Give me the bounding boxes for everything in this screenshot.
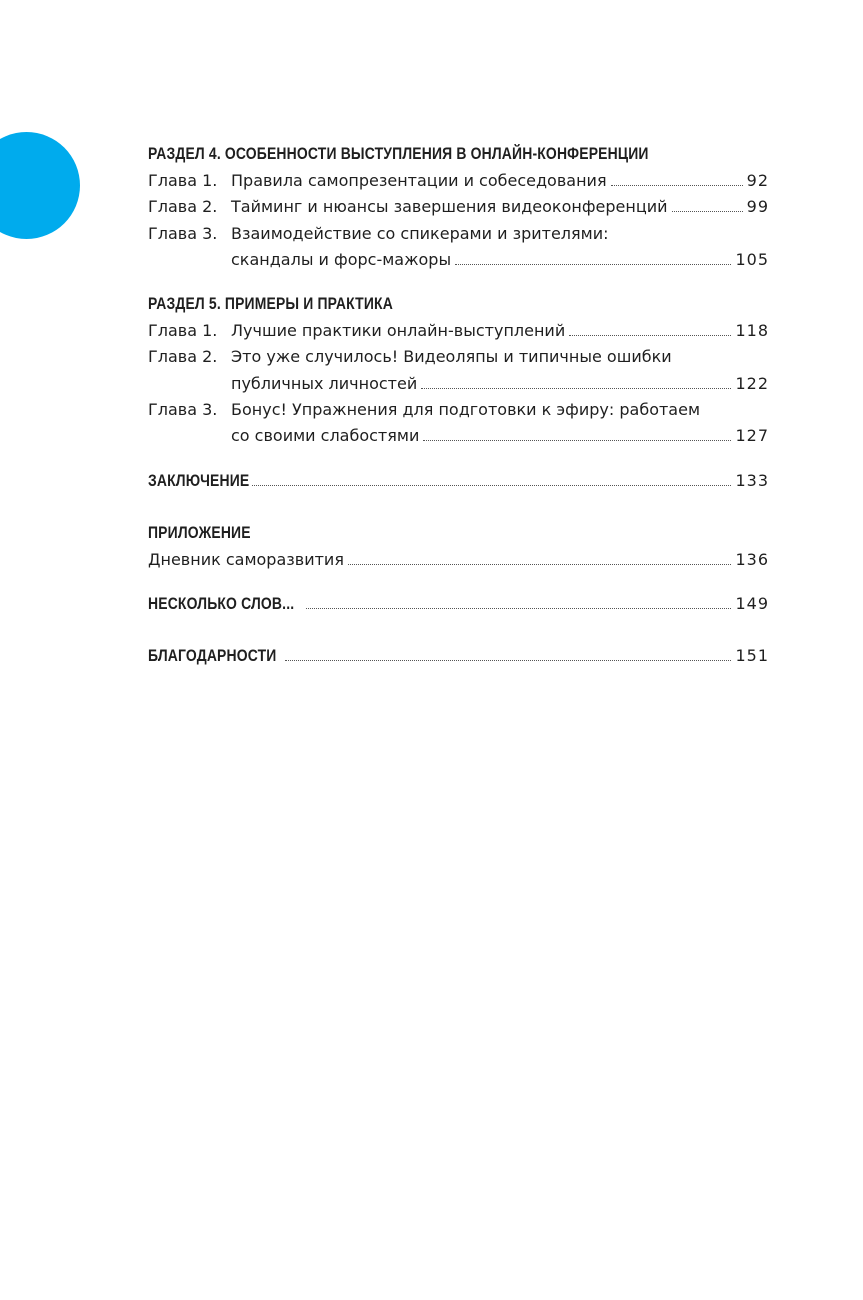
toc-chapter[interactable] [148, 221, 769, 274]
dot-leader [423, 440, 731, 441]
appendix-item-title: Дневник саморазвития [148, 549, 344, 569]
chapter-number: Глава 3. [148, 400, 218, 420]
chapter-title: Лучшие практики онлайн-выступлений [231, 321, 566, 341]
chapter-title-continued: публичных личностей [231, 373, 418, 393]
page-number: 127 [735, 426, 769, 446]
toc-appendix-item[interactable] [148, 547, 769, 573]
thanks-label: БЛАГОДАРНОСТИ [148, 645, 277, 665]
dot-leader [569, 335, 731, 336]
appendix-heading: ПРИЛОЖЕНИЕ [148, 522, 251, 542]
conclusion-label: ЗАКЛЮЧЕНИЕ [148, 470, 250, 490]
dot-leader [285, 660, 732, 661]
page-number: 149 [735, 593, 769, 613]
chapter-title: Это уже случилось! Видеоляпы и типичные ошибки [231, 347, 672, 367]
toc-section-5 [148, 290, 769, 449]
page-number: 122 [735, 373, 769, 393]
page-number: 136 [735, 549, 769, 569]
table-of-contents [148, 140, 769, 694]
chapter-number: Глава 2. [148, 197, 218, 217]
chapter-title: Бонус! Упражнения для подготовки к эфиру: работаем [231, 400, 701, 420]
dot-leader [348, 564, 732, 565]
chapter-number: Глава 3. [148, 223, 218, 243]
toc-section-4 [148, 140, 769, 273]
dot-leader [421, 388, 731, 389]
page-number: 118 [735, 321, 769, 341]
section-heading: РАЗДЕЛ 5. ПРИМЕРЫ И ПРАКТИКА [148, 294, 393, 314]
chapter-title-continued: со своими слабостями [231, 426, 420, 446]
toc-chapter[interactable] [148, 344, 769, 397]
chapter-title: Правила самопрезентации и собеседования [231, 171, 607, 190]
chapter-number: Глава 2. [148, 347, 218, 367]
toc-chapter[interactable] [148, 318, 769, 344]
page-number: 92 [746, 171, 769, 190]
chapter-number: Глава 1. [148, 171, 218, 190]
toc-chapter[interactable] [148, 194, 769, 220]
dot-leader [672, 211, 743, 212]
chapter-title: Тайминг и нюансы завершения видеоконференций [231, 197, 668, 217]
page-number: 105 [735, 249, 769, 269]
chapter-title-continued: скандалы и форс-мажоры [231, 249, 452, 269]
dot-leader [252, 485, 732, 486]
dot-leader [611, 185, 743, 186]
page-number: 133 [735, 470, 769, 490]
chapter-number: Глава 1. [148, 321, 218, 341]
few-words-label: НЕСКОЛЬКО СЛОВ... [148, 593, 295, 613]
toc-chapter[interactable] [148, 168, 769, 194]
blue-circle-decoration [0, 132, 80, 239]
toc-conclusion[interactable] [148, 467, 769, 495]
chapter-title: Взаимодействие со спикерами и зрителями: [231, 223, 609, 243]
section-heading: РАЗДЕЛ 4. ОСОБЕННОСТИ ВЫСТУПЛЕНИЯ В ОНЛАЙН-КОНФЕРЕНЦИИ [148, 144, 649, 163]
toc-few-words[interactable] [148, 590, 769, 618]
page-number: 99 [746, 197, 769, 217]
page-number: 151 [735, 645, 769, 665]
toc-appendix [148, 519, 769, 573]
dot-leader [306, 608, 731, 609]
toc-thanks[interactable] [148, 642, 769, 670]
toc-chapter[interactable] [148, 397, 769, 450]
dot-leader [455, 264, 731, 265]
